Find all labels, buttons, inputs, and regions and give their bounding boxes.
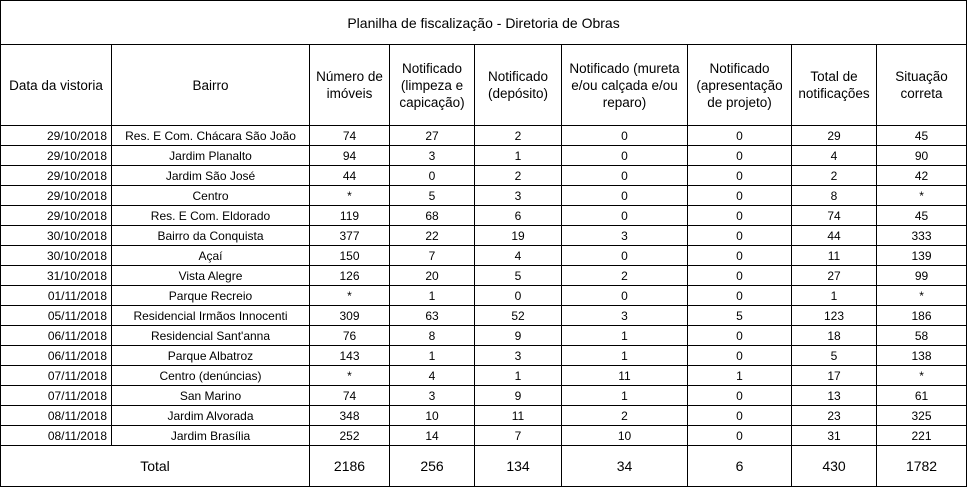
neighborhood-cell[interactable]: Parque Recreio [112,286,310,306]
notified-project-cell[interactable]: 0 [688,206,792,226]
date-cell[interactable]: 06/11/2018 [1,326,112,346]
properties-cell[interactable]: 126 [310,266,390,286]
notified-cleaning-cell[interactable]: 5 [390,186,475,206]
total-notifications-cell[interactable]: 13 [792,386,877,406]
total-label[interactable]: Total [1,446,310,487]
table-row [1,226,967,246]
table-row [1,346,967,366]
table-row [1,206,967,226]
notified-wall-cell[interactable]: 11 [562,366,688,386]
total-notifications-cell[interactable]: 27 [792,266,877,286]
notified-deposit-cell[interactable]: 2 [475,126,562,146]
header-cell[interactable]: Data da vistoria [1,45,112,126]
correct-status-cell[interactable]: 221 [877,426,967,446]
correct-status-cell[interactable]: * [877,286,967,306]
date-cell[interactable]: 29/10/2018 [1,166,112,186]
neighborhood-cell[interactable]: Jardim Brasília [112,426,310,446]
notified-deposit-cell[interactable]: 1 [475,146,562,166]
properties-cell[interactable]: 119 [310,206,390,226]
header-cell[interactable]: Notificado (depósito) [475,45,562,126]
properties-cell[interactable]: 252 [310,426,390,446]
correct-status-cell[interactable]: 138 [877,346,967,366]
notified-wall-cell[interactable]: 0 [562,186,688,206]
table-row [1,386,967,406]
properties-cell[interactable]: 348 [310,406,390,426]
neighborhood-cell[interactable]: Jardim São José [112,166,310,186]
neighborhood-cell[interactable]: Centro [112,186,310,206]
properties-cell[interactable]: 94 [310,146,390,166]
total-notifications-cell[interactable]: 17 [792,366,877,386]
neighborhood-cell[interactable]: Residencial Sant'anna [112,326,310,346]
table-row [1,306,967,326]
table-row [1,186,967,206]
properties-cell[interactable]: * [310,366,390,386]
total-notifications-cell[interactable]: 18 [792,326,877,346]
notified-wall-cell[interactable]: 1 [562,346,688,366]
neighborhood-cell[interactable]: Residencial Irmãos Innocenti [112,306,310,326]
properties-cell[interactable]: * [310,186,390,206]
correct-status-cell[interactable]: 325 [877,406,967,426]
table-row [1,366,967,386]
notified-project-cell[interactable]: 0 [688,406,792,426]
total-notifications-cell[interactable]: 2 [792,166,877,186]
total-notifications-cell[interactable]: 123 [792,306,877,326]
date-cell[interactable]: 31/10/2018 [1,266,112,286]
notified-project-cell[interactable]: 0 [688,166,792,186]
correct-status-cell[interactable]: * [877,366,967,386]
notified-project-cell[interactable]: 0 [688,386,792,406]
correct-status-cell[interactable]: 90 [877,146,967,166]
notified-project-cell[interactable]: 0 [688,186,792,206]
neighborhood-cell[interactable]: San Marino [112,386,310,406]
notified-deposit-cell[interactable]: 9 [475,326,562,346]
notified-project-cell[interactable]: 0 [688,266,792,286]
notified-deposit-cell[interactable]: 3 [475,346,562,366]
correct-status-cell[interactable]: 58 [877,326,967,346]
properties-cell[interactable]: 150 [310,246,390,266]
total-notifications-cell[interactable]: 11 [792,246,877,266]
header-cell[interactable]: Total de notificações [792,45,877,126]
properties-cell[interactable]: 76 [310,326,390,346]
table-row [1,326,967,346]
notified-deposit-cell[interactable]: 0 [475,286,562,306]
properties-cell[interactable]: 377 [310,226,390,246]
notified-cleaning-cell[interactable]: 8 [390,326,475,346]
total-notifications-cell[interactable]: 5 [792,346,877,366]
total-cell[interactable]: 2186 [310,446,390,487]
correct-status-cell[interactable]: 45 [877,206,967,226]
total-cell[interactable]: 134 [475,446,562,487]
correct-status-cell[interactable]: 45 [877,126,967,146]
date-cell[interactable]: 08/11/2018 [1,426,112,446]
neighborhood-cell[interactable]: Centro (denúncias) [112,366,310,386]
table-row [1,246,967,266]
table-row [1,146,967,166]
notified-project-cell[interactable]: 0 [688,426,792,446]
table-row [1,126,967,146]
total-notifications-cell[interactable]: 23 [792,406,877,426]
header-cell[interactable]: Bairro [112,45,310,126]
table-row [1,426,967,446]
date-cell[interactable]: 05/11/2018 [1,306,112,326]
notified-cleaning-cell[interactable]: 22 [390,226,475,246]
total-cell[interactable]: 256 [390,446,475,487]
total-cell[interactable]: 430 [792,446,877,487]
notified-project-cell[interactable]: 5 [688,306,792,326]
notified-wall-cell[interactable]: 0 [562,146,688,166]
notified-deposit-cell[interactable]: 4 [475,246,562,266]
notified-project-cell[interactable]: 0 [688,126,792,146]
neighborhood-cell[interactable]: Vista Alegre [112,266,310,286]
total-notifications-cell[interactable]: 8 [792,186,877,206]
date-cell[interactable]: 30/10/2018 [1,246,112,266]
date-cell[interactable]: 08/11/2018 [1,406,112,426]
notified-deposit-cell[interactable]: 52 [475,306,562,326]
properties-cell[interactable]: 143 [310,346,390,366]
notified-project-cell[interactable]: 0 [688,286,792,306]
total-notifications-cell[interactable]: 4 [792,146,877,166]
neighborhood-cell[interactable]: Parque Albatroz [112,346,310,366]
notified-wall-cell[interactable]: 1 [562,386,688,406]
notified-project-cell[interactable]: 0 [688,146,792,166]
notified-wall-cell[interactable]: 1 [562,326,688,346]
header-cell[interactable]: Situação correta [877,45,967,126]
notified-cleaning-cell[interactable]: 4 [390,366,475,386]
notified-cleaning-cell[interactable]: 14 [390,426,475,446]
properties-cell[interactable]: * [310,286,390,306]
neighborhood-cell[interactable]: Bairro da Conquista [112,226,310,246]
neighborhood-cell[interactable]: Açaí [112,246,310,266]
notified-cleaning-cell[interactable]: 1 [390,286,475,306]
date-cell[interactable]: 30/10/2018 [1,226,112,246]
total-cell[interactable]: 6 [688,446,792,487]
table-row [1,406,967,426]
notified-wall-cell[interactable]: 10 [562,426,688,446]
notified-wall-cell[interactable]: 0 [562,246,688,266]
properties-cell[interactable]: 74 [310,126,390,146]
total-notifications-cell[interactable]: 1 [792,286,877,306]
total-cell[interactable]: 34 [562,446,688,487]
correct-status-cell[interactable]: 139 [877,246,967,266]
notified-wall-cell[interactable]: 0 [562,126,688,146]
total-notifications-cell[interactable]: 74 [792,206,877,226]
total-notifications-cell[interactable]: 44 [792,226,877,246]
notified-cleaning-cell[interactable]: 0 [390,166,475,186]
date-cell[interactable]: 07/11/2018 [1,386,112,406]
correct-status-cell[interactable]: 61 [877,386,967,406]
notified-wall-cell[interactable]: 3 [562,306,688,326]
header-cell[interactable]: Notificado (mureta e/ou calçada e/ou reparo) [562,45,688,126]
header-row [1,45,967,126]
notified-deposit-cell[interactable]: 7 [475,426,562,446]
notified-wall-cell[interactable]: 3 [562,226,688,246]
table-body [1,126,967,446]
table-row [1,286,967,306]
total-cell[interactable]: 1782 [877,446,967,487]
table-row [1,266,967,286]
neighborhood-cell[interactable]: Jardim Alvorada [112,406,310,426]
date-cell[interactable]: 29/10/2018 [1,146,112,166]
notified-deposit-cell[interactable]: 3 [475,186,562,206]
notified-wall-cell[interactable]: 0 [562,166,688,186]
date-cell[interactable]: 29/10/2018 [1,206,112,226]
correct-status-cell[interactable]: 186 [877,306,967,326]
notified-cleaning-cell[interactable]: 3 [390,146,475,166]
notified-deposit-cell[interactable]: 11 [475,406,562,426]
correct-status-cell[interactable]: * [877,186,967,206]
notified-project-cell[interactable]: 0 [688,246,792,266]
notified-cleaning-cell[interactable]: 20 [390,266,475,286]
notified-project-cell[interactable]: 0 [688,226,792,246]
notified-cleaning-cell[interactable]: 10 [390,406,475,426]
correct-status-cell[interactable]: 99 [877,266,967,286]
notified-cleaning-cell[interactable]: 1 [390,346,475,366]
notified-cleaning-cell[interactable]: 3 [390,386,475,406]
date-cell[interactable]: 29/10/2018 [1,126,112,146]
neighborhood-cell[interactable]: Jardim Planalto [112,146,310,166]
notified-deposit-cell[interactable]: 2 [475,166,562,186]
notified-cleaning-cell[interactable]: 27 [390,126,475,146]
notified-wall-cell[interactable]: 0 [562,206,688,226]
notified-deposit-cell[interactable]: 1 [475,366,562,386]
notified-project-cell[interactable]: 1 [688,366,792,386]
date-cell[interactable]: 29/10/2018 [1,186,112,206]
header-cell[interactable]: Número de imóveis [310,45,390,126]
header-cell[interactable]: Notificado (limpeza e capicação) [390,45,475,126]
notified-cleaning-cell[interactable]: 68 [390,206,475,226]
total-row [1,446,967,487]
date-cell[interactable]: 06/11/2018 [1,346,112,366]
notified-project-cell[interactable]: 0 [688,326,792,346]
notified-deposit-cell[interactable]: 9 [475,386,562,406]
properties-cell[interactable]: 44 [310,166,390,186]
neighborhood-cell[interactable]: Res. E Com. Eldorado [112,206,310,226]
correct-status-cell[interactable]: 42 [877,166,967,186]
notified-cleaning-cell[interactable]: 63 [390,306,475,326]
notified-wall-cell[interactable]: 2 [562,266,688,286]
notified-deposit-cell[interactable]: 6 [475,206,562,226]
notified-wall-cell[interactable]: 2 [562,406,688,426]
notified-deposit-cell[interactable]: 19 [475,226,562,246]
header-cell[interactable]: Notificado (apresentação de projeto) [688,45,792,126]
notified-deposit-cell[interactable]: 5 [475,266,562,286]
correct-status-cell[interactable]: 333 [877,226,967,246]
properties-cell[interactable]: 74 [310,386,390,406]
properties-cell[interactable]: 309 [310,306,390,326]
sheet-title: Planilha de fiscalização - Diretoria de Obras [1,1,967,45]
notified-cleaning-cell[interactable]: 7 [390,246,475,266]
notified-wall-cell[interactable]: 0 [562,286,688,306]
table-row [1,166,967,186]
notified-project-cell[interactable]: 0 [688,346,792,366]
date-cell[interactable]: 07/11/2018 [1,366,112,386]
neighborhood-cell[interactable]: Res. E Com. Chácara São João [112,126,310,146]
total-notifications-cell[interactable]: 31 [792,426,877,446]
date-cell[interactable]: 01/11/2018 [1,286,112,306]
total-notifications-cell[interactable]: 29 [792,126,877,146]
